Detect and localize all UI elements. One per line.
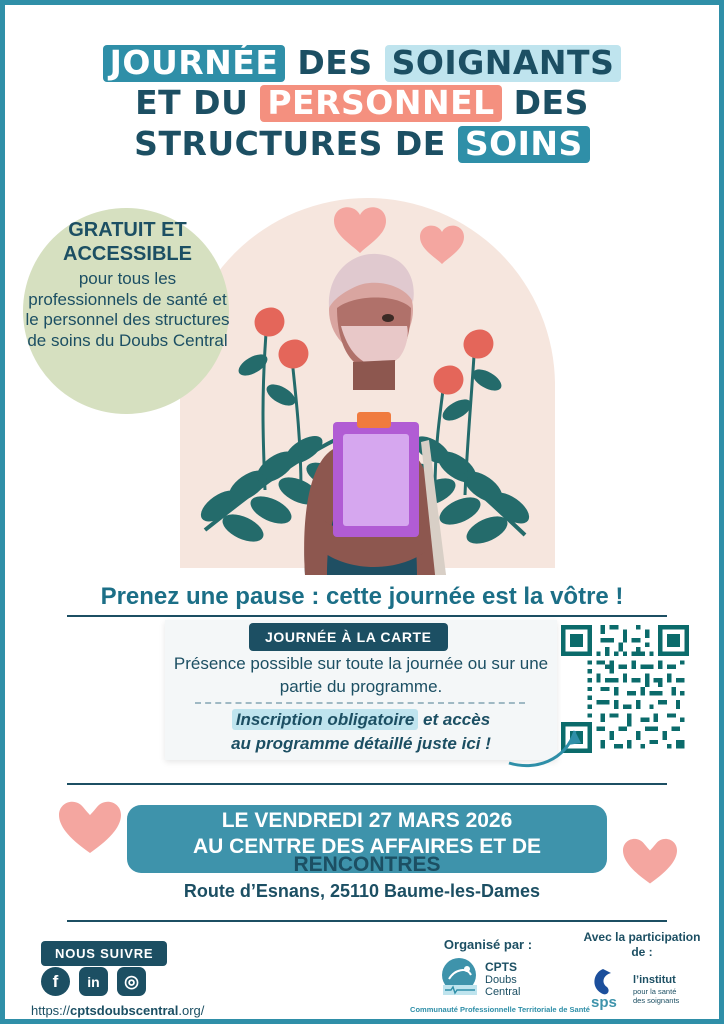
title-line-3 (5, 124, 719, 164)
title-line-1 (5, 43, 719, 83)
inscription-line3: au programme détaillé juste ici ! (231, 733, 491, 753)
follow-us-label: NOUS SUIVRE (41, 941, 167, 966)
card-dashed-divider (195, 702, 525, 704)
svg-text:Central: Central (485, 986, 521, 998)
svg-text:pour la santé: pour la santé (633, 987, 677, 996)
website-url[interactable] (31, 1003, 204, 1018)
title-word-personnel: PERSONNEL (260, 85, 501, 122)
cpts-subtitle: Communauté Professionnelle Territoriale de Santé (410, 1005, 590, 1014)
inscription-rest: et accès (418, 710, 491, 729)
heart-icon-left (57, 795, 123, 857)
inscription-highlight: Inscription obligatoire (232, 709, 419, 730)
url-suffix: .org/ (178, 1003, 205, 1018)
svg-text:des soignants: des soignants (633, 996, 680, 1005)
date-line-1: LE VENDREDI 27 MARS 2026 (221, 809, 513, 832)
organised-by-label: Organisé par : (443, 937, 533, 952)
title-word-des2: DES (513, 83, 589, 123)
free-access-heading: GRATUIT ET ACCESSIBLE (63, 219, 192, 266)
cpts-logo (435, 957, 555, 1001)
title-word-journee: JOURNÉE (103, 45, 286, 82)
poster-title (5, 43, 719, 164)
free-access-text (25, 218, 230, 352)
date-text (127, 808, 607, 859)
url-domain: cptsdoubscentral (70, 1003, 179, 1018)
instagram-icon[interactable]: ◎ (117, 967, 146, 996)
title-word-des: DES (297, 43, 373, 82)
participation-label: Avec la participation de : (583, 930, 701, 959)
facebook-icon[interactable]: f (41, 967, 70, 996)
social-links[interactable] (41, 967, 146, 996)
divider-footer (67, 920, 667, 922)
divider-middle (67, 783, 667, 785)
free-access-body: pour tous les professionnels de santé et le personnel des structures de soins du Doubs Central (25, 268, 230, 350)
card-text-inscription (170, 708, 552, 756)
sps-logo (585, 965, 710, 1010)
title-word-etdu: ET DU (135, 83, 249, 123)
title-word-soins: SOINS (458, 126, 590, 163)
nurse-illustration (304, 254, 453, 575)
curved-arrow-icon (505, 705, 585, 775)
heart-icon-right (621, 833, 679, 887)
tagline: Prenez une pause : cette journée est la vôtre ! (100, 583, 624, 610)
url-prefix: https:// (31, 1003, 71, 1018)
card-text-presence: Présence possible sur toute la journée ou sur une partie du programme. (173, 654, 549, 696)
svg-text:CPTS: CPTS (485, 960, 518, 974)
illustration (5, 190, 724, 575)
a-la-carte-badge: JOURNÉE À LA CARTE (249, 623, 448, 651)
title-line-2 (5, 83, 719, 123)
title-word-soignants: SOIGNANTS (385, 45, 622, 82)
svg-text:sps: sps (591, 994, 617, 1010)
svg-text:l’institut: l’institut (633, 974, 676, 986)
svg-text:Doubs: Doubs (485, 974, 517, 986)
venue-address: Route d’Esnans, 25110 Baume-les-Dames (183, 881, 541, 901)
linkedin-icon[interactable]: in (79, 967, 108, 996)
title-word-structures: STRUCTURES DE (134, 123, 446, 163)
divider-top (67, 615, 667, 617)
date-line-2: AU CENTRE DES AFFAIRES ET DE (192, 834, 542, 858)
date-line-3: RENCONTRES (293, 853, 441, 876)
